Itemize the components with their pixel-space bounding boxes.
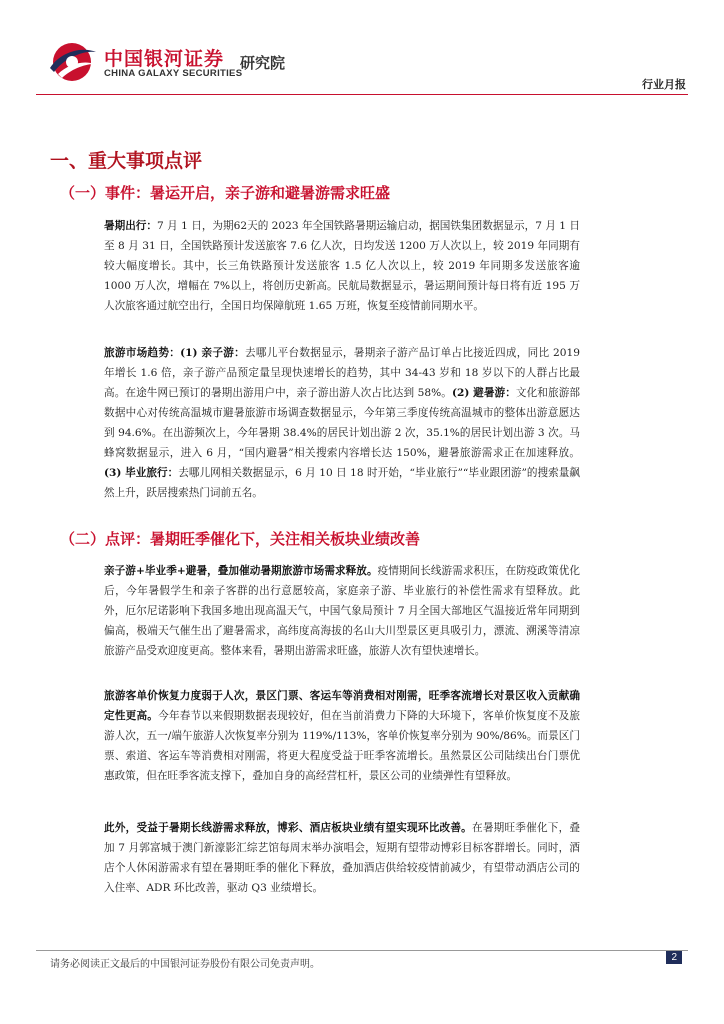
paragraph-body: 今年春节以来假期数据表现较好，但在当前消费力下降的大环境下，客单价恢复度不及旅游人次，五一/端午旅游人次恢复率分别为 119%/113%，客单价恢复率分别为 90%/86%。而景区门票、索道、客运车等消费相对刚需，将更大程度受益于旺季客流增长。虽然景区公司陆续出台门票优惠政策，但在旺季客流支撑下，叠加自身的高经营杠杆，景区公司的业绩弹性有望释放。 (104, 710, 581, 782)
paragraph-lead: 此外，受益于暑期长线游需求释放，博彩、酒店板块业绩有望实现环比改善。 (104, 822, 472, 834)
paragraph-body: 在暑期旺季催化下，叠加 7 月郭富城于澳门新濠影汇综艺馆每周末举办演唱会，短期有望带动博彩目标客群增长。同时，酒店个人休闲游需求有望在暑期旺季的催化下释放，叠加酒店供给较疫情前减少，有望带动酒店公司的入住率、ADR 环比改善，驱动 Q3 业绩增长。 (104, 822, 581, 894)
paragraph-body: 去哪儿平台数据显示，暑期亲子游产品订单占比接近四成，同比 2019 年增长 1.6 倍，亲子游产品预定量呈现快速增长的趋势，其中 34-43 岁和 18 岁以下的人群占比最高。在途牛网已预订的暑期出游用户中，亲子游出游人次占比达到 58%。 (104, 347, 580, 399)
report-type-label: 行业月报 (642, 78, 686, 91)
paragraph-summer-travel (104, 216, 580, 316)
galaxy-logo-icon (46, 38, 98, 86)
paragraph-lead: 亲子游+毕业季+避暑，叠加催动暑期旅游市场需求释放。 (104, 565, 378, 577)
paragraph-market-trends (104, 343, 580, 503)
paragraph-lead: 旅游市场趋势： (104, 347, 181, 359)
paragraph-body: 疫情期间长线游需求积压，在防疫政策优化后，今年暑假学生和亲子客群的出行意愿较高，家庭亲子游、毕业旅行的补偿性需求有望释放。此外，厄尔尼诺影响下我国多地出现高温天气，中国气象局预计 7 月全国大部地区气温接近常年同期到偏高，极端天气催生出了避暑需求，高纬度高海拔的名山大川型景区更具吸引力，漂流、溯溪等清凉旅游产品受欢迎度更高。整体来看，暑期出游需求旺盛，旅游人次有望快速增长。 (104, 565, 580, 657)
brand-institute: 研究院 (240, 54, 286, 72)
paragraph-body: 7 月 1 日，为期62天的 2023 年全国铁路暑期运输启动，据国铁集团数据显示，7 月 1 日至 8 月 31 日，全国铁路预计发送旅客 7.6 亿人次，日均发送 1200 万人次以上，较 2019 年同期有较大幅度增长。其中，长三角铁路预计发送旅客 1.5 亿人次以上，较 2019 年同期多发送旅客逾 1000 万人次，增幅在 7%以上，将创历史新高。民航局数据显示，暑运期间预计每日将有近 195 万人次旅客通过航空出行，全国日均保障航班 1.65 万班，恢复至疫情前同期水平。 (104, 220, 581, 312)
footer-divider (36, 950, 688, 951)
header-divider (36, 94, 688, 95)
paragraph-demand-release (104, 561, 580, 661)
subsection-title-2: （二）点评：暑期旺季催化下，关注相关板块业绩改善 (60, 530, 421, 548)
paragraph-lead: 旅游客单价恢复力度弱于人次，景区门票、客运车等消费相对刚需，旺季客流增长对景区收入贡献确定性更高。 (104, 690, 580, 722)
brand-name-en: CHINA GALAXY SECURITIES (104, 68, 243, 79)
subsection-title-1: （一）事件：暑运开启，亲子游和避暑游需求旺盛 (60, 184, 391, 202)
brand-name-cn: 中国银河证券 (104, 48, 225, 70)
paragraph-body: 去哪儿网相关数据显示，6 月 10 日 18 时开始，“毕业旅行”“毕业跟团游”的搜索量飙然上升，跃居搜索热门词前五名。 (104, 467, 580, 499)
page-number: 2 (666, 951, 682, 964)
paragraph-lead: 暑期出行： (104, 220, 158, 232)
page-header (0, 0, 724, 100)
paragraph-body: 文化和旅游部数据中心对传统高温城市避暑旅游市场调查数据显示，今年第三季度传统高温城市的整体出游意愿达到 94.6%。在出游频次上，今年暑期 38.4%的居民计划出游 2 次，35.1%的居民计划出游 3 次。马蜂窝数据显示，进入 6 月，“国内避暑”相关搜索内容增长达 150%，避暑旅游需求正在加速释放。 (104, 387, 580, 459)
footer-disclaimer: 请务必阅读正文最后的中国银河证券股份有限公司免责声明。 (50, 959, 320, 970)
paragraph-gaming-hotel (104, 818, 580, 898)
section-title: 一、重大事项点评 (50, 150, 203, 172)
inline-heading: (3) 毕业旅行： (104, 467, 179, 479)
paragraph-unit-price (104, 686, 580, 786)
inline-heading: (1) 亲子游： (180, 347, 245, 359)
inline-heading: (2) 避暑游： (451, 387, 516, 399)
